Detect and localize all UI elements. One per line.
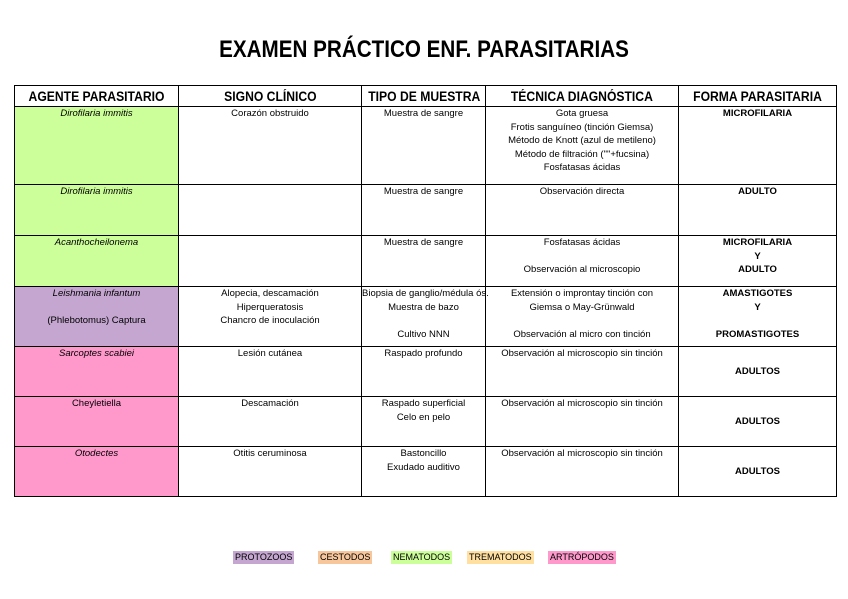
- table-header-row: [15, 86, 837, 107]
- legend-cestodos: CESTODOS: [320, 552, 371, 562]
- muestra-cell: Muestra de sangre: [362, 185, 486, 236]
- signo-cell: Alopecia, descamación Hiperqueratosis Chancro de inoculación: [179, 287, 362, 347]
- forma-cell: ADULTOS: [679, 347, 837, 397]
- table-row: [15, 447, 837, 497]
- signo-cell: Corazón obstruido: [179, 107, 362, 185]
- page-title: EXAMEN PRÁCTICO ENF. PARASITARIAS: [219, 36, 629, 63]
- forma-cell: ADULTOS: [679, 397, 837, 447]
- agent-cell: Leishmania infantum (Phlebotomus) Captura: [15, 287, 179, 347]
- header-signo: SIGNO CLÍNICO: [179, 86, 362, 107]
- table-row: [15, 236, 837, 287]
- tecnica-cell: Observación al microscopio sin tinción: [486, 397, 679, 447]
- agent-cell: Otodectes: [15, 447, 179, 497]
- muestra-cell: Biopsia de ganglio/médula ós. Muestra de bazo Cultivo NNN: [362, 287, 486, 347]
- muestra-cell: Raspado superficial Celo en pelo: [362, 397, 486, 447]
- signo-cell: Otitis ceruminosa: [179, 447, 362, 497]
- agent-cell: Cheyletiella: [15, 397, 179, 447]
- muestra-cell: Raspado profundo: [362, 347, 486, 397]
- agent-cell: Acanthocheilonema: [15, 236, 179, 287]
- vector-label: (Phlebotomus) Captura: [47, 315, 146, 326]
- agent-cell: Sarcoptes scabiei: [15, 347, 179, 397]
- muestra-cell: Muestra de sangre: [362, 236, 486, 287]
- color-legend: [0, 551, 848, 565]
- header-muestra: TIPO DE MUESTRA: [362, 86, 486, 107]
- table-row: [15, 185, 837, 236]
- table-row: [15, 287, 837, 347]
- tecnica-cell: Observación al microscopio sin tinción: [486, 447, 679, 497]
- header-agente: AGENTE PARASITARIO: [15, 86, 179, 107]
- table-row: [15, 347, 837, 397]
- legend-nematodos: NEMATODOS: [393, 552, 451, 562]
- table-row: [15, 107, 837, 185]
- signo-cell: [179, 185, 362, 236]
- legend-trematodos: TREMATODOS: [469, 552, 532, 562]
- muestra-cell: Muestra de sangre: [362, 107, 486, 185]
- tecnica-cell: Gota gruesa Frotis sanguíneo (tinción Giemsa) Método de Knott (azul de metileno) Método de filtración (""+fucsina) Fosfatasas ácidas: [486, 107, 679, 185]
- forma-cell: MICROFILARIA: [679, 107, 837, 185]
- tecnica-cell: Extensión o improntay tinción con Giemsa o May-Grünwald Observación al micro con tinción: [486, 287, 679, 347]
- legend-protozoos: PROTOZOOS: [235, 552, 293, 562]
- agent-cell: Dirofilaria immitis: [15, 107, 179, 185]
- forma-cell: ADULTOS: [679, 447, 837, 497]
- header-forma: FORMA PARASITARIA: [679, 86, 837, 107]
- forma-cell: MICROFILARIA Y ADULTO: [679, 236, 837, 287]
- table-row: [15, 397, 837, 447]
- signo-cell: Lesión cutánea: [179, 347, 362, 397]
- header-tecnica: TÉCNICA DIAGNÓSTICA: [486, 86, 679, 107]
- tecnica-cell: Observación al microscopio sin tinción: [486, 347, 679, 397]
- tecnica-cell: Observación directa: [486, 185, 679, 236]
- forma-cell: AMASTIGOTES Y PROMASTIGOTES: [679, 287, 837, 347]
- parasite-table: [14, 85, 837, 497]
- muestra-cell: Bastoncillo Exudado auditivo: [362, 447, 486, 497]
- forma-cell: ADULTO: [679, 185, 837, 236]
- agent-cell: Dirofilaria immitis: [15, 185, 179, 236]
- legend-artropodos: ARTRÓPODOS: [550, 552, 614, 562]
- signo-cell: Descamación: [179, 397, 362, 447]
- signo-cell: [179, 236, 362, 287]
- tecnica-cell: Fosfatasas ácidas Observación al microscopio: [486, 236, 679, 287]
